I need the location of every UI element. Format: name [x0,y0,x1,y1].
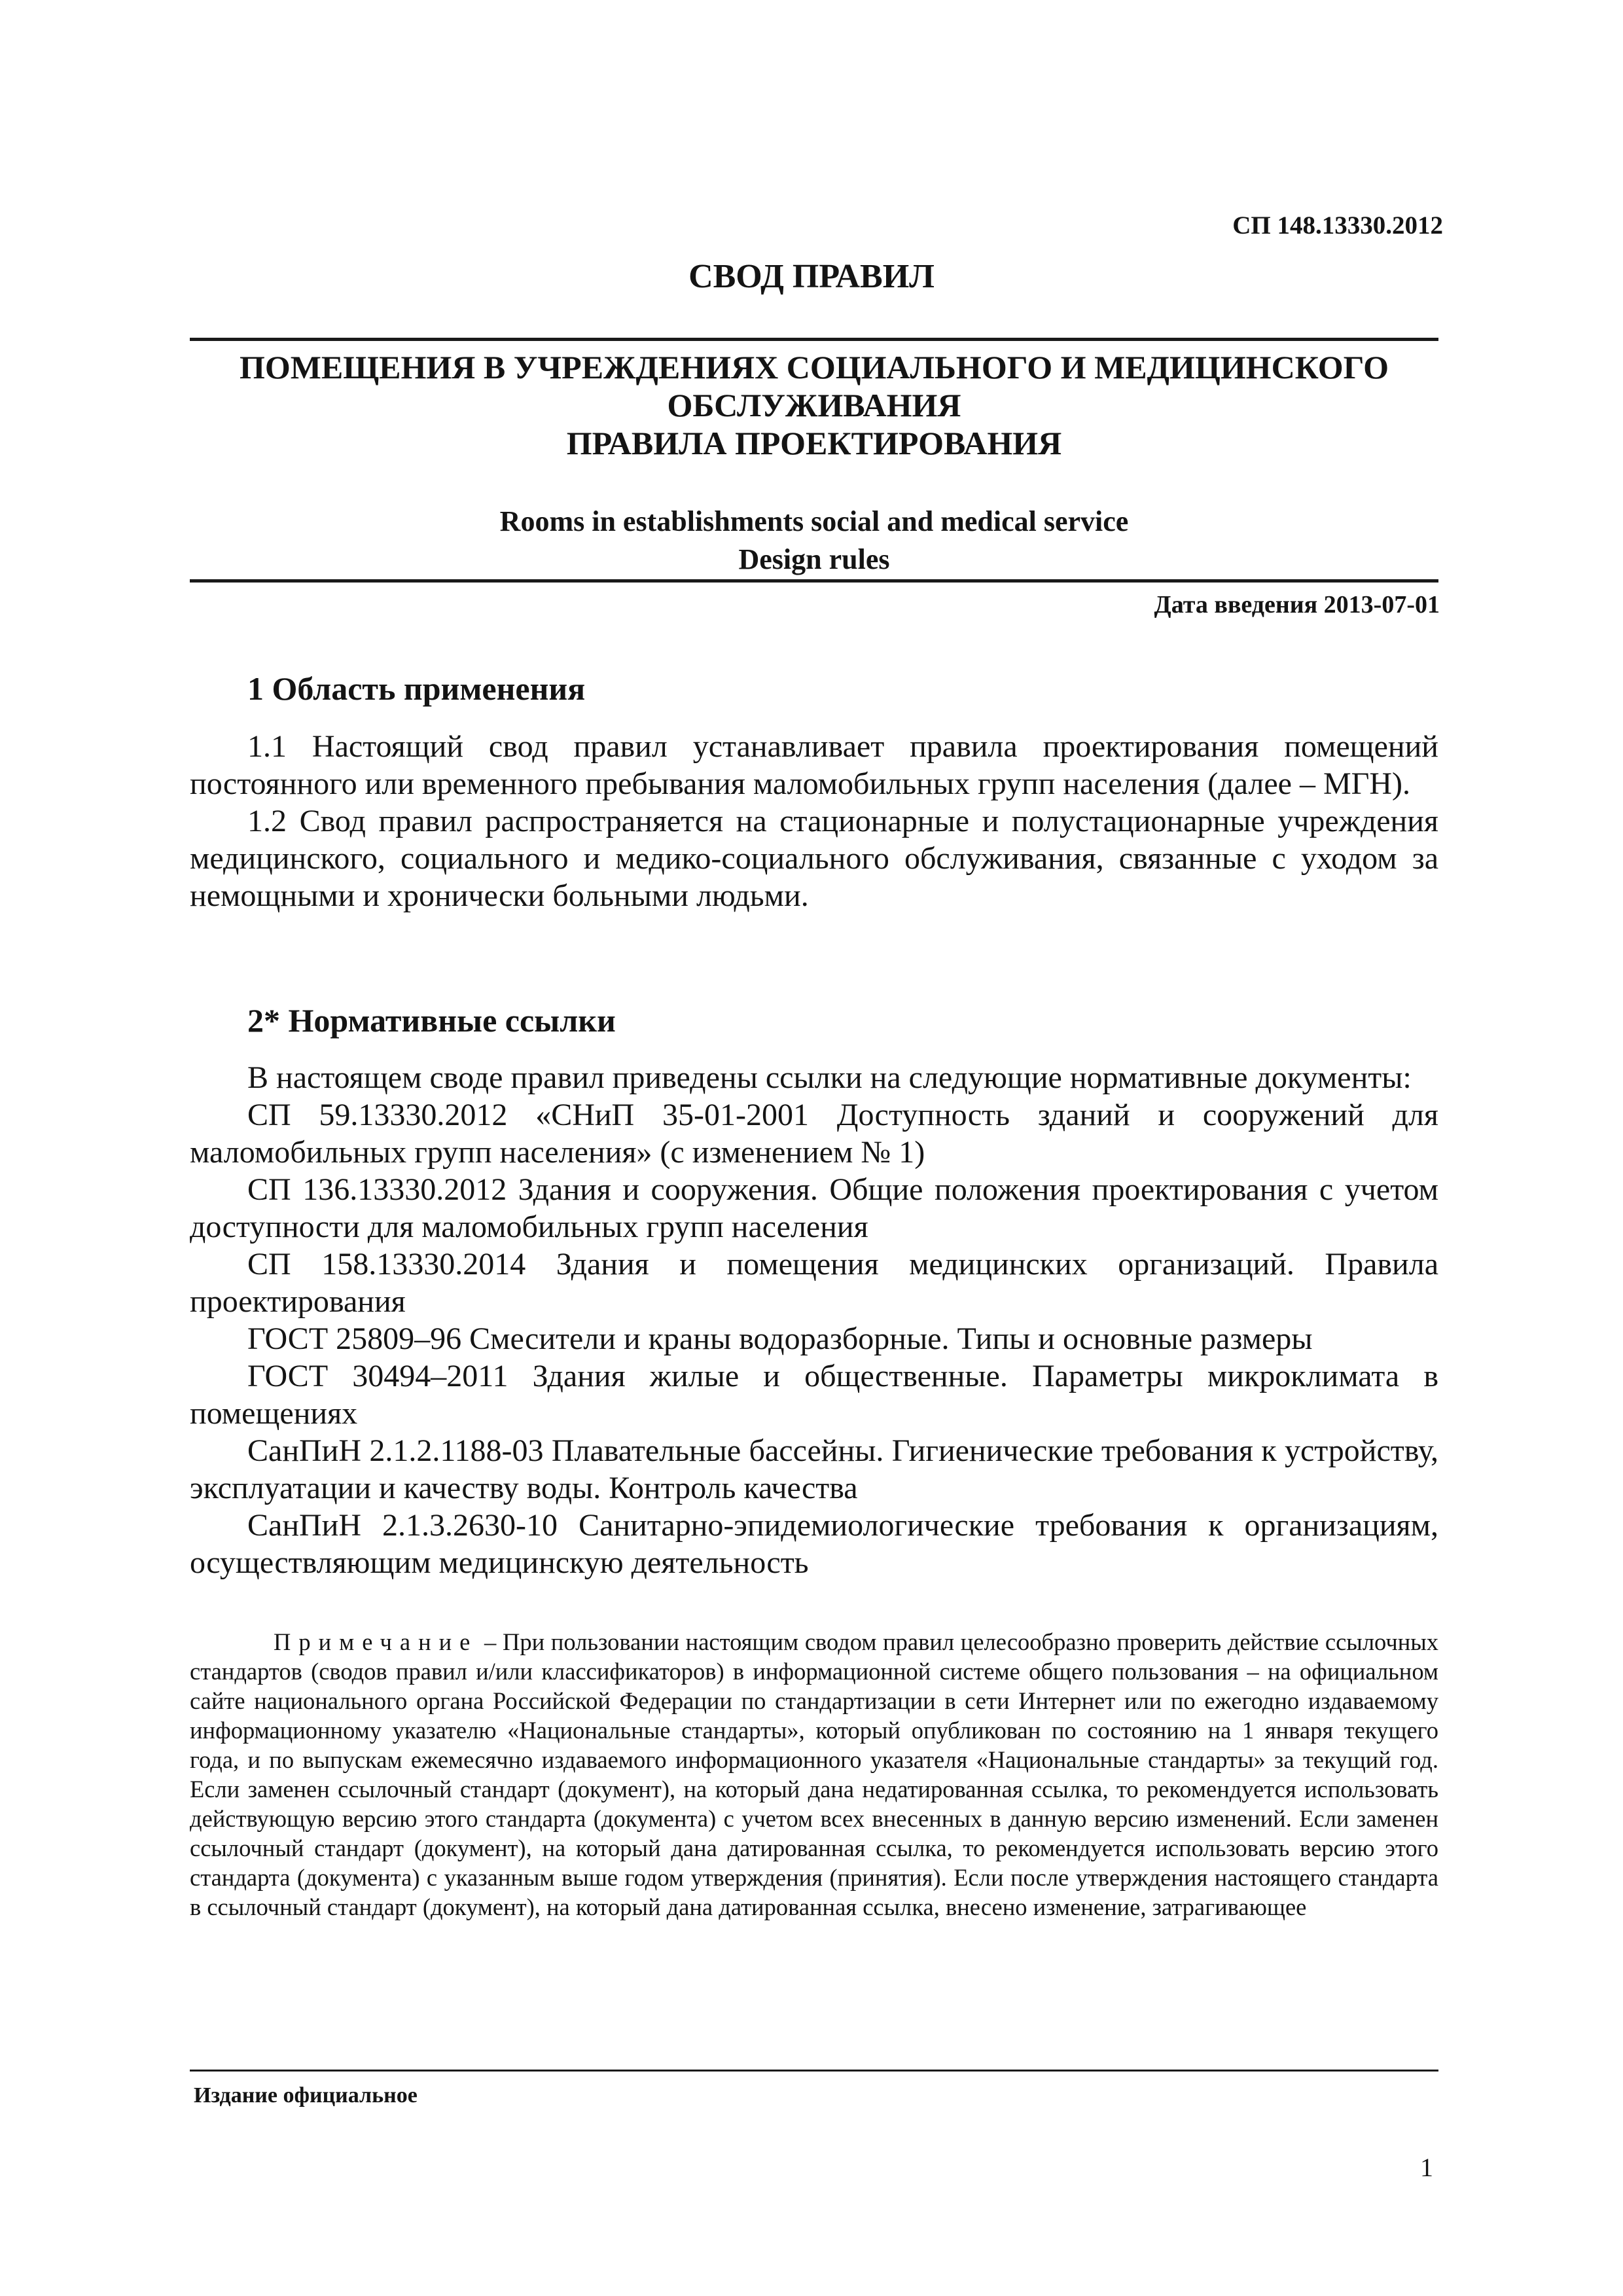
paragraph: 1.2 Свод правил распространяется на стационарные и полустационарные учреждения медицинского, социального и медико-социального обслуживания, связанные с уходом за немощными и хронически больными людьми. [190,804,1438,913]
note-label: Примечание [274,1628,478,1655]
title-russian [190,348,1438,462]
document-kind: СВОД ПРАВИЛ [688,258,935,295]
note-block [190,1627,1438,1922]
reference-item: СанПиН 2.1.2.1188-03 Плавательные бассейны. Гигиенические требования к устройству, эксплуатации и качеству воды. Контроль качества [190,1433,1438,1505]
section-2-heading: 2* Нормативные ссылки [247,1002,616,1039]
title-ru-line: ПОМЕЩЕНИЯ В УЧРЕЖДЕНИЯХ СОЦИАЛЬНОГО И МЕДИЦИНСКОГО [239,349,1389,386]
official-edition-label: Издание официальное [194,2083,418,2108]
reference-item: СП 136.13330.2012 Здания и сооружения. Общие положения проектирования с учетом доступности для маломобильных групп населения [190,1172,1438,1244]
top-divider [190,338,1438,341]
title-ru-line: ОБСЛУЖИВАНИЯ [667,387,961,423]
reference-item: СП 59.13330.2012 «СНиП 35-01-2001 Доступность зданий и сооружений для маломобильных групп населения» (с изменением № 1) [190,1098,1438,1170]
title-en-line: Design rules [738,543,890,575]
introduction-date: Дата введения 2013-07-01 [1154,591,1440,619]
paragraph: 1.1 Настоящий свод правил устанавливает правила проектирования помещений постоянного или временного пребывания маломобильных групп населения (далее – МГН). [190,729,1438,801]
reference-item: СанПиН 2.1.3.2630-10 Санитарно-эпидемиологические требования к организациям, осуществляющим медицинскую деятельность [190,1508,1438,1580]
section-1-body [190,728,1438,914]
title-en-line: Rooms in establishments social and medical service [499,505,1129,537]
section-2-body [190,1059,1438,1581]
reference-item: СП 158.13330.2014 Здания и помещения медицинских организаций. Правила проектирования [190,1247,1438,1319]
paragraph: В настоящем своде правил приведены ссылки на следующие нормативные документы: [247,1060,1412,1095]
title-english [190,503,1438,579]
document-code: СП 148.13330.2012 [1232,211,1443,240]
reference-item: ГОСТ 25809–96 Смесители и краны водоразборные. Типы и основные размеры [247,1321,1313,1356]
section-1-heading: 1 Область применения [247,670,586,707]
title-ru-line: ПРАВИЛА ПРОЕКТИРОВАНИЯ [566,425,1062,461]
title-divider [190,579,1438,583]
footer-divider [190,2070,1438,2072]
page-number: 1 [1420,2153,1433,2182]
note-text: – При пользовании настоящим сводом правил целесообразно проверить действие ссылочных стандартов (сводов правил и/или классификаторов) в информационной системе общего пользования – на официальном сайте национального органа Российской Федерации по стандартизации в сети Интернет или по ежегодно издаваемому информационному указателю «Национальные стандарты», который опубликован по состоянию на 1 января текущего года, и по выпускам ежемесячно издаваемого информационного указателя «Национальные стандарты» за текущий год. Если заменен ссылочный стандарт (документ), на который дана недатированная ссылка, то рекомендуется использовать действующую версию этого стандарта (документа) с учетом всех внесенных в данную версию изменений. Если заменен ссылочный стандарт (документ), на который дана датированная ссылка, то рекомендуется использовать версию этого стандарта (документа) с указанным выше годом утверждения (принятия). Если после утверждения настоящего стандарта в ссылочный стандарт (документ), на который дана датированная ссылка, внесено изменение, затрагивающее [190,1628,1438,1920]
reference-item: ГОСТ 30494–2011 Здания жилые и общественные. Параметры микроклимата в помещениях [190,1359,1438,1431]
